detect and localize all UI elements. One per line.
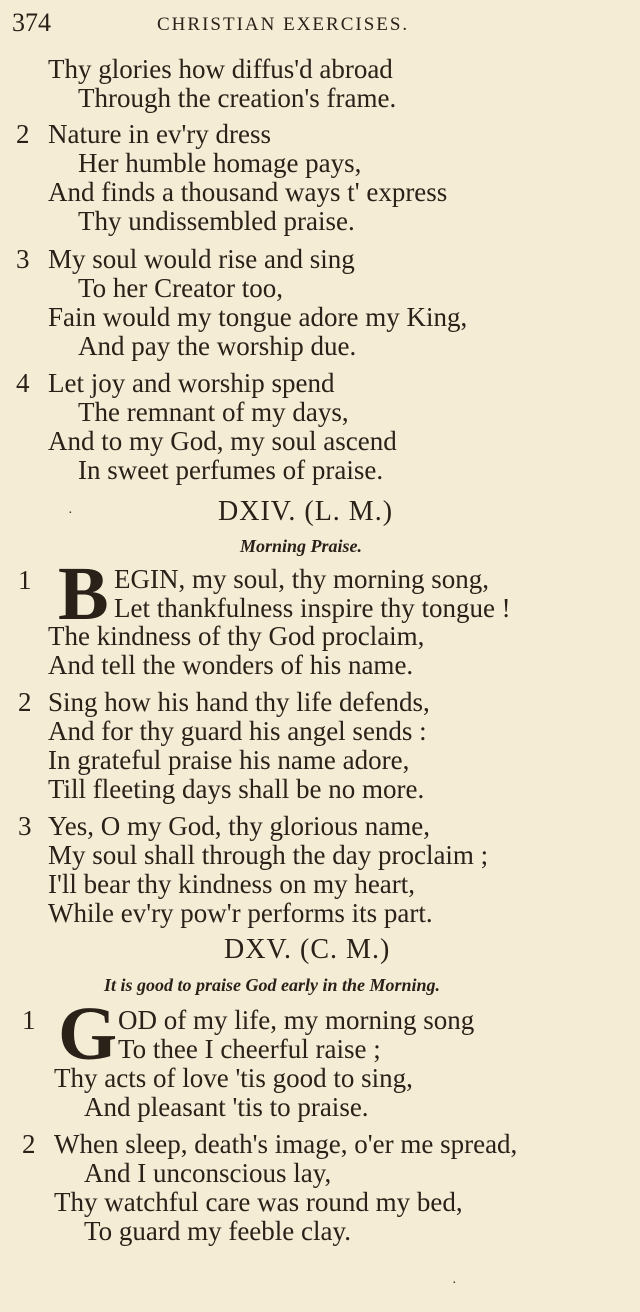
verse-number: 2 bbox=[22, 1129, 36, 1159]
drop-cap: G bbox=[58, 992, 118, 1076]
verse-line: Nature in ev'ry dress bbox=[48, 119, 272, 149]
hymn-title: DXIV. (L. M.) bbox=[218, 496, 394, 527]
verse-line: My soul would rise and sing bbox=[48, 244, 355, 274]
drop-cap: B bbox=[58, 552, 109, 636]
verse-number: 1 bbox=[22, 1005, 36, 1035]
verse-line: And for thy guard his angel sends : bbox=[48, 716, 427, 746]
verse-line: Thy acts of love 'tis good to sing, bbox=[54, 1063, 413, 1093]
verse-line: Yes, O my God, thy glorious name, bbox=[48, 811, 431, 841]
verse-number: 2 bbox=[18, 687, 32, 717]
verse-line: To thee I cheerful raise ; bbox=[118, 1034, 381, 1064]
verse-number: 4 bbox=[16, 368, 30, 398]
verse-line: And finds a thousand ways t' express bbox=[48, 177, 448, 207]
verse-line: Fain would my tongue adore my King, bbox=[48, 302, 468, 332]
verse-line: In sweet perfumes of praise. bbox=[78, 455, 384, 485]
running-title: CHRISTIAN EXERCISES. bbox=[157, 14, 410, 35]
verse-line: And pay the worship due. bbox=[78, 331, 357, 361]
verse-line: Till fleeting days shall be no more. bbox=[48, 774, 425, 804]
verse-line: Let thankfulness inspire thy tongue ! bbox=[114, 593, 511, 623]
verse-line: The kindness of thy God proclaim, bbox=[48, 621, 425, 651]
ink-speck: · bbox=[452, 1276, 457, 1291]
page-number: 374 bbox=[12, 8, 51, 37]
verse-line: To guard my feeble clay. bbox=[84, 1216, 351, 1246]
verse-line: When sleep, death's image, o'er me spread, bbox=[54, 1129, 518, 1159]
hymn-subtitle: Morning Praise. bbox=[240, 536, 363, 556]
ink-speck: · bbox=[68, 506, 73, 521]
verse-line: I'll bear thy kindness on my heart, bbox=[48, 869, 416, 899]
verse-number: 2 bbox=[16, 119, 30, 149]
verse-line: Her humble homage pays, bbox=[78, 148, 362, 178]
verse-line: And pleasant 'tis to praise. bbox=[84, 1092, 369, 1122]
verse-line: Through the creation's frame. bbox=[78, 83, 397, 113]
verse-line: And I unconscious lay, bbox=[84, 1158, 332, 1188]
verse-line: OD of my life, my morning song bbox=[118, 1005, 475, 1035]
hymn-title: DXV. (C. M.) bbox=[224, 934, 391, 965]
verse-line: And to my God, my soul ascend bbox=[48, 426, 397, 456]
verse-line: My soul shall through the day proclaim ; bbox=[48, 840, 489, 870]
verse-line: Thy watchful care was round my bed, bbox=[54, 1187, 463, 1217]
hymn-subtitle: It is good to praise God early in the Morning. bbox=[104, 975, 441, 995]
verse-line: The remnant of my days, bbox=[78, 397, 349, 427]
verse-line: Let joy and worship spend bbox=[48, 368, 335, 398]
verse-line: In grateful praise his name adore, bbox=[48, 745, 410, 775]
verse-line: While ev'ry pow'r performs its part. bbox=[48, 898, 433, 928]
verse-line: To her Creator too, bbox=[78, 273, 284, 303]
verse-number: 1 bbox=[18, 565, 32, 595]
verse-number: 3 bbox=[18, 811, 32, 841]
verse-line: Sing how his hand thy life defends, bbox=[48, 687, 430, 717]
page-header bbox=[12, 8, 632, 38]
verse-line: EGIN, my soul, thy morning song, bbox=[114, 564, 489, 594]
verse-number: 3 bbox=[16, 244, 30, 274]
verse-line: And tell the wonders of his name. bbox=[48, 650, 414, 680]
verse-line: Thy glories how diffus'd abroad bbox=[48, 54, 393, 84]
verse-line: Thy undissembled praise. bbox=[78, 206, 355, 236]
